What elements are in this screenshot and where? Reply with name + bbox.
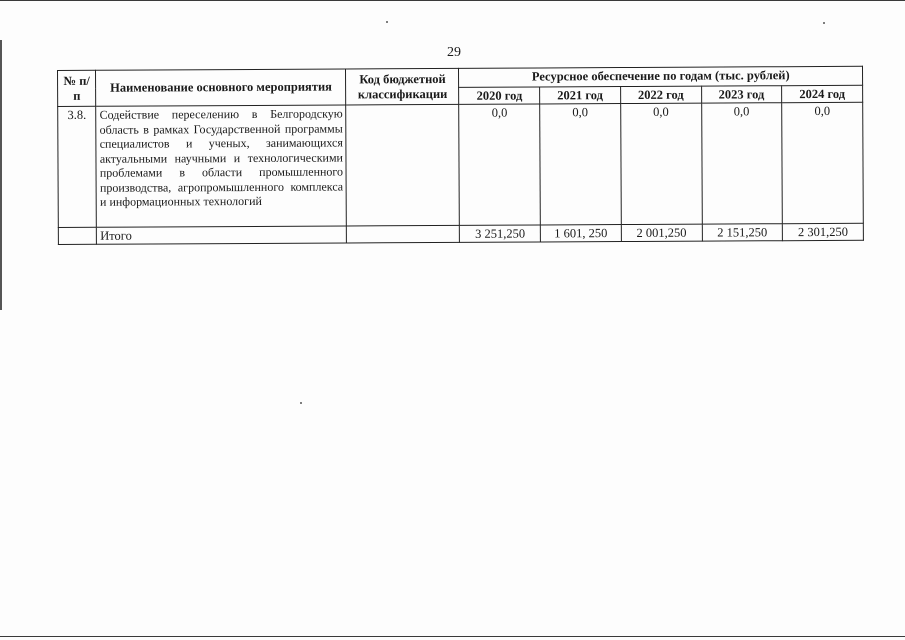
scan-speck <box>300 402 302 404</box>
header-resources: Ресурсное обеспечение по годам (тыс. рублей) <box>459 66 863 87</box>
row-value-2024: 0,0 <box>782 102 863 223</box>
total-value-2020: 3 251,250 <box>460 225 541 243</box>
table-row <box>58 102 864 227</box>
row-value-2022: 0,0 <box>621 103 702 224</box>
total-code <box>347 225 460 243</box>
scan-speck <box>823 22 825 24</box>
header-code: Код бюджетной классификации <box>346 68 459 105</box>
header-name: Наименование основного мероприятия <box>96 69 346 106</box>
total-label: Итого <box>97 226 347 245</box>
scan-edge-left <box>0 40 2 310</box>
row-value-2020: 0,0 <box>459 104 540 225</box>
header-year-2023: 2023 год <box>701 85 782 103</box>
total-row <box>58 223 863 245</box>
row-value-2023: 0,0 <box>701 103 782 224</box>
scan-edge-top <box>0 0 905 1</box>
resource-table <box>57 66 864 246</box>
header-year-2021: 2021 год <box>540 86 621 104</box>
header-year-2022: 2022 год <box>620 86 701 104</box>
scan-speck <box>386 21 388 23</box>
total-num <box>58 227 96 245</box>
header-year-2024: 2024 год <box>782 85 863 103</box>
row-num: 3.8. <box>58 106 97 227</box>
page-number: 29 <box>447 45 461 60</box>
scan-edge-bottom <box>0 636 905 637</box>
row-code <box>346 104 460 226</box>
total-value-2023: 2 151,250 <box>702 224 783 242</box>
total-value-2021: 1 601, 250 <box>540 225 621 243</box>
row-value-2021: 0,0 <box>540 104 621 225</box>
total-value-2022: 2 001,250 <box>621 224 702 242</box>
header-num: № п/п <box>58 70 97 106</box>
row-name: Содействие переселению в Белгородскую область в рамках Государственной программы специалистов и ученых, занимающихся актуальными научными и технологическими проблемами в области промышленного производства, агропромышленного комплекса и информационных технологий <box>96 105 347 227</box>
total-value-2024: 2 301,250 <box>783 223 864 241</box>
header-year-2020: 2020 год <box>459 87 540 105</box>
